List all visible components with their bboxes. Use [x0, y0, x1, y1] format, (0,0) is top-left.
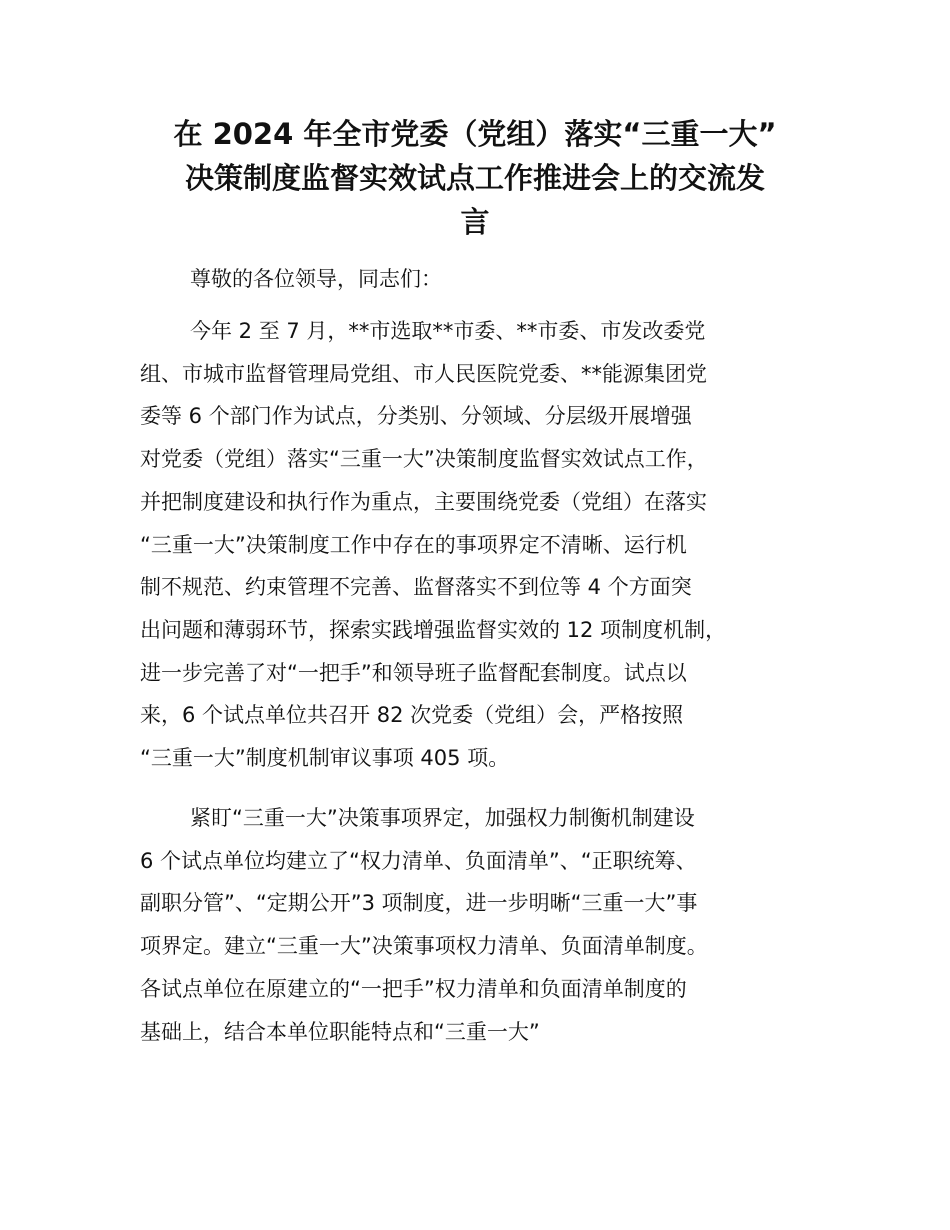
paragraph-line: 项界定。建立“三重一大”决策事项权力清单、负面清单制度。: [140, 934, 708, 959]
paragraph-line: 紧盯“三重一大”决策事项界定，加强权力制衡机制建设: [190, 806, 695, 830]
paragraph-line: 出问题和薄弱环节，探索实践增强监督实效的 12 项制度机制，: [140, 617, 727, 642]
paragraph-line: 并把制度建设和执行作为重点，主要围绕党委（党组）在落实: [140, 489, 707, 514]
document-title: [120, 112, 830, 244]
paragraph-line: 组、市城市监督管理局党组、市人民医院党委、**能源集团党: [140, 361, 707, 386]
paragraph-line: 各试点单位在原建立的“一把手”权力清单和负面清单制度的: [140, 976, 687, 1001]
paragraph-line: 委等 6 个部门作为试点，分类别、分领域、分层级开展增强: [140, 404, 692, 429]
greeting-line: 尊敬的各位领导，同志们：: [190, 267, 442, 291]
paragraph-line: 副职分管”、“定期公开”3 项制度，进一步明晰“三重一大”事: [140, 891, 698, 916]
paragraph-line: “三重一大”制度机制审议事项 405 项。: [140, 746, 510, 771]
paragraph-line: 来，6 个试点单位共召开 82 次党委（党组）会，严格按照: [140, 703, 684, 728]
title-line: 言: [460, 205, 490, 239]
paragraph-2: [140, 797, 840, 1053]
paragraph-line: 进一步完善了对“一把手”和领导班子监督配套制度。试点以: [140, 660, 687, 685]
paragraph-line: 今年 2 至 7 月，**市选取**市委、**市委、市发改委党: [190, 319, 706, 343]
paragraph-line: “三重一大”决策制度工作中存在的事项界定不清晰、运行机: [140, 532, 687, 557]
paragraph-line: 6 个试点单位均建立了“权力清单、负面清单”、“正职统筹、: [140, 848, 697, 873]
paragraph-line: 制不规范、约束管理不完善、监督落实不到位等 4 个方面突: [140, 575, 692, 600]
paragraph-1: [140, 310, 840, 780]
paragraph-line: 对党委（党组）落实“三重一大”决策制度监督实效试点工作，: [140, 447, 708, 472]
title-line: 决策制度监督实效试点工作推进会上的交流发: [184, 161, 765, 195]
title-line: 在 2024 年全市党委（党组）落实“三重一大”: [173, 117, 777, 151]
paragraph-line: 基础上，结合本单位职能特点和“三重一大”: [140, 1019, 540, 1044]
greeting: [140, 258, 840, 301]
